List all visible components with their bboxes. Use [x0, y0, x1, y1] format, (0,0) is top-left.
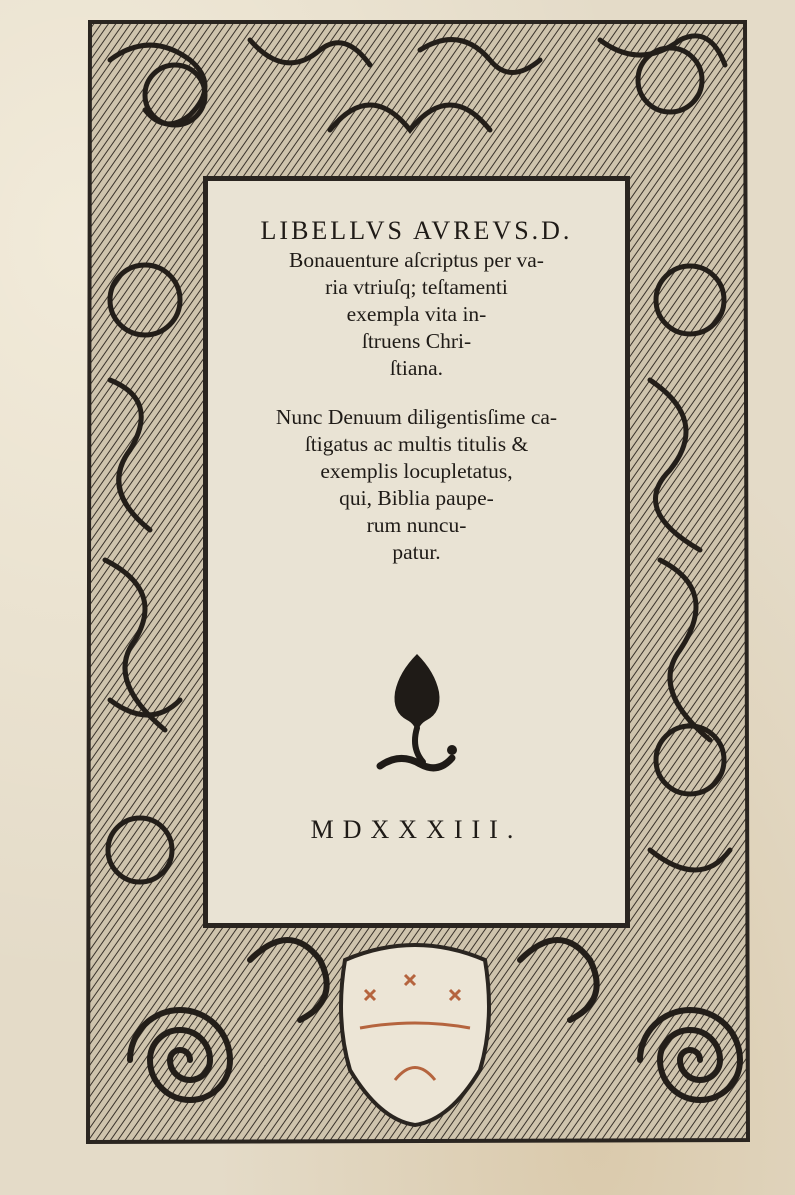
publication-year: MDXXXIII. [310, 815, 523, 844]
description-line: ria vtriuſq; teſtamenti [325, 275, 508, 299]
subtitle-line: exemplis locupletatus, [320, 459, 513, 483]
book-title: LIBELLVS AVREVS.D. [260, 216, 573, 245]
subtitle-line: Nunc Denuum diligentisſime ca- [275, 405, 558, 429]
description-line: exempla vita in- [346, 302, 487, 326]
title-text-block [205, 215, 628, 566]
ivy-leaf-fleuron-icon [372, 648, 462, 776]
subtitle-line: ſtigatus ac multis titulis & [304, 432, 529, 456]
subtitle-line: patur. [392, 540, 441, 564]
subtitle-line: qui, Biblia paupe- [339, 486, 494, 510]
description-line: ſtiana. [389, 356, 444, 380]
subtitle-line: rum nuncu- [366, 513, 467, 537]
description-line: ſtruens Chri- [361, 329, 472, 353]
description-line: Bonauenture aſcriptus per va- [289, 248, 544, 272]
